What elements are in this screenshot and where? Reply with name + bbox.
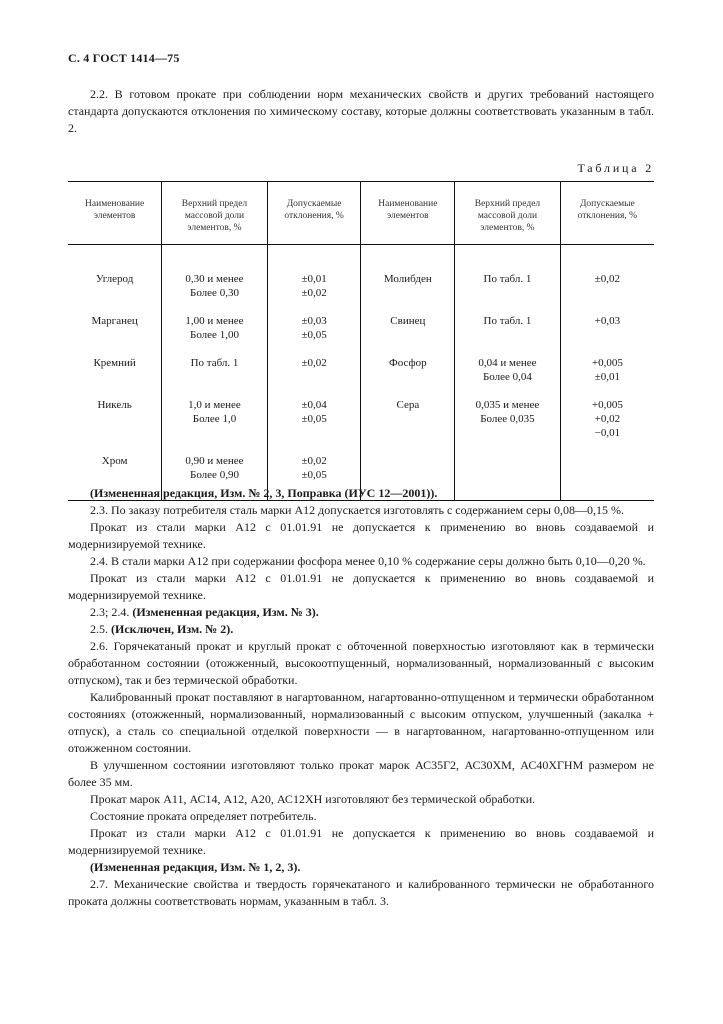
paragraph: 2.3. По заказу потребителя сталь марки А12 допускается изготовлять с содержанием серы 0,08—0,15 %.	[90, 503, 624, 517]
cell-line: 0,04 и менее	[478, 357, 537, 369]
table-cell: Сера	[361, 384, 455, 440]
table-cell: Фосфор	[361, 342, 455, 384]
table-cell	[267, 245, 361, 301]
paragraph: 2.6. Горячекатаный прокат и круглый прокат с обточенной поверхностью изготовляют как в термически обработанном состоянии (отожженный, высокоотпущенный, нормализованный, нормализованный с высоким отпуском), так и без термической обработки.	[68, 639, 654, 687]
cell-line: Более 0,04	[482, 371, 532, 383]
table-cell	[560, 384, 654, 440]
cell-line: По табл. 1	[483, 273, 532, 285]
table-cell: Никель	[97, 399, 132, 411]
cell-line: +0,03	[594, 315, 621, 327]
cell-line: 0,90 и менее	[185, 455, 244, 467]
paragraph: Калиброванный прокат поставляют в нагартованном, нагартованно-отпущенном и термически обработанном состояниях (отожженный, нормализованный, нормализованный с высоким отпуском, улучшенный (закалка + отпуск), а сталь со специальной отделкой поверхности — в нагартованном, нагартованно-отпущенном или отожженном состоянии.	[68, 690, 654, 755]
cell-line: Более 1,00	[190, 329, 239, 341]
table-header-cell: Наименование элементов	[68, 182, 162, 245]
paragraph: 2.4. В стали марки А12 при содержании фосфора менее 0,10 % содержание серы должно быть 0,10—0,20 %.	[90, 554, 646, 568]
table-header-cell: Верхний предел массовой доли элементов, %	[162, 182, 267, 245]
cell-line: +0,005	[591, 399, 623, 411]
table-cell	[267, 384, 361, 440]
table-cell	[162, 245, 267, 301]
paragraph: 2.7. Механические свойства и твердость горячекатаного и калиброванного термически не обработанного проката должны соответствовать нормам, указанным в табл. 3.	[68, 877, 654, 908]
table-cell	[455, 384, 560, 440]
cell-line: +0,02	[594, 413, 621, 425]
cell-line: ±0,01	[594, 371, 620, 383]
table-header-cell: Наименование элементов	[361, 182, 455, 245]
cell-line: 0,30 и менее	[185, 273, 244, 285]
table-cell	[560, 245, 654, 301]
cell-line: ±0,05	[301, 469, 327, 481]
cell-line: Более 0,30	[190, 287, 239, 299]
cell-line: Более 1,0	[192, 413, 237, 425]
cell-line: +0,005	[591, 357, 623, 369]
table-body	[68, 245, 654, 501]
body-text	[68, 485, 654, 910]
cell-line: −0,01	[594, 427, 621, 439]
cell-line: ±0,05	[301, 413, 327, 425]
cell-line: ±0,02	[594, 273, 620, 285]
paragraph	[68, 604, 654, 621]
table-cell: Углерод	[95, 273, 134, 285]
cell-line: ±0,02	[301, 357, 327, 369]
paragraph: (Измененная редакция, Изм. № 1, 2, 3).	[90, 860, 301, 874]
table-row	[68, 300, 654, 342]
table-cell: Кремний	[93, 357, 136, 369]
paragraph: Прокат из стали марки А12 с 01.01.91 не допускается к применению во вновь создаваемой и модернизируемой технике.	[68, 571, 654, 602]
paragraph: В улучшенном состоянии изготовляют только прокат марок АС35Г2, АС30ХМ, АС40ХГНМ размером не более 35 мм.	[68, 758, 654, 789]
table-cell	[267, 300, 361, 342]
table-cell	[455, 300, 560, 342]
cell-line: ±0,04	[301, 399, 327, 411]
table-2	[68, 181, 654, 481]
cell-line: 1,00 и менее	[185, 315, 244, 327]
table-cell	[455, 342, 560, 384]
table-row	[68, 342, 654, 384]
table-cell	[267, 342, 361, 384]
cell-line: 1,0 и менее	[188, 399, 241, 411]
cell-line: Более 0,90	[190, 469, 239, 481]
paragraph: Прокат из стали марки А12 с 01.01.91 не допускается к применению во вновь создаваемой и модернизируемой технике.	[68, 826, 654, 857]
table-header-cell: Допускаемые отклонения, %	[267, 182, 361, 245]
table-cell	[162, 342, 267, 384]
cell-line: ±0,05	[301, 329, 327, 341]
table-cell	[560, 300, 654, 342]
table-row	[68, 245, 654, 301]
intro-paragraph	[68, 86, 654, 137]
table-cell: Молибден	[361, 245, 455, 301]
page-header: С. 4 ГОСТ 1414—75	[68, 51, 180, 65]
table-cell	[560, 342, 654, 384]
table-header-cell: Допускаемые отклонения, %	[560, 182, 654, 245]
amendment-note: (Исключен, Изм. № 2).	[111, 622, 234, 636]
paragraph: 2.2. В готовом прокате при соблюдении норм механических свойств и других требований настоящего стандарта допускаются отклонения по химическому составу, которые должны соответствовать указанным в табл. 2.	[68, 87, 654, 135]
cell-line: ±0,03	[301, 315, 327, 327]
table-cell	[162, 300, 267, 342]
table-cell	[455, 245, 560, 301]
table-header-row	[68, 182, 654, 245]
paragraph: (Измененная редакция, Изм. № 2, 3, Поправка (ИУС 12—2001)).	[90, 486, 438, 500]
cell-line: Более 0,035	[480, 413, 535, 425]
cell-line: По табл. 1	[190, 357, 239, 369]
paragraph: Состояние проката определяет потребитель.	[90, 809, 317, 823]
table-cell	[162, 384, 267, 440]
table-cell: Свинец	[361, 300, 455, 342]
cell-line: ±0,02	[301, 455, 327, 467]
paragraph-number: 2.5.	[90, 622, 111, 636]
chemical-deviation-table	[68, 181, 654, 501]
table-caption: Таблица 2	[577, 161, 654, 175]
table-cell: Марганец	[91, 315, 138, 327]
cell-line: ±0,02	[301, 287, 327, 299]
paragraph-number: 2.3; 2.4.	[90, 605, 133, 619]
amendment-note: (Измененная редакция, Изм. № 3).	[132, 605, 319, 619]
paragraph: Прокат из стали марки А12 с 01.01.91 не допускается к применению во вновь создаваемой и модернизируемой технике.	[68, 520, 654, 551]
cell-line: По табл. 1	[483, 315, 532, 327]
paragraph	[68, 621, 654, 638]
cell-line: 0,035 и менее	[475, 399, 540, 411]
table-row	[68, 384, 654, 440]
paragraph: Прокат марок А11, АС14, А12, А20, АС12ХН изготовляют без термической обработки.	[90, 792, 536, 806]
table-cell: Хром	[101, 455, 128, 467]
table-header-cell: Верхний предел массовой доли элементов, %	[455, 182, 560, 245]
cell-line: ±0,01	[301, 273, 327, 285]
